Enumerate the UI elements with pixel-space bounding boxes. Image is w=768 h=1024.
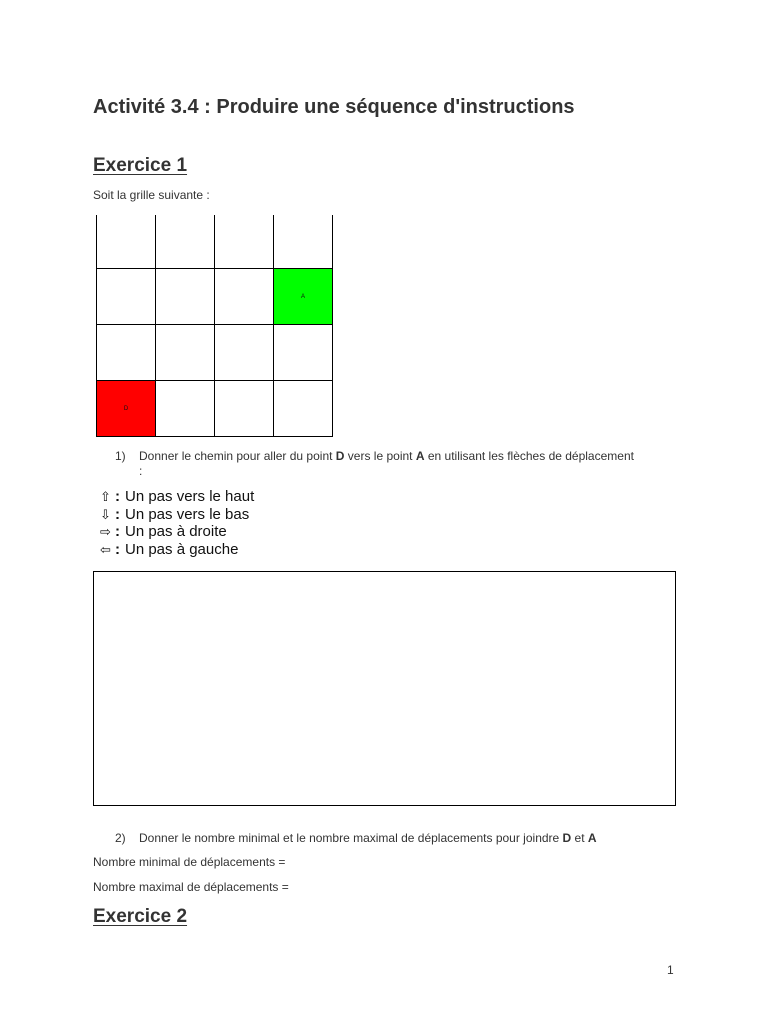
arrow-left-icon: ⇦ (100, 541, 111, 557)
page-title: Activité 3.4 : Produire une séquence d'instructions (93, 96, 575, 118)
question-1-number: 1) (115, 449, 126, 463)
question-1-text: Donner le chemin pour aller du point D vers le point A en utilisant les flèches de déplacement : (139, 449, 634, 478)
grid-cell-point-d: D (97, 380, 156, 436)
point-a-ref: A (587, 831, 597, 845)
arrow-legend (100, 488, 254, 558)
grid-cell (97, 324, 156, 380)
arrow-down-icon: ⇩ (100, 506, 111, 522)
legend-label: Un pas vers le haut (125, 488, 255, 505)
grid-cell (156, 380, 215, 436)
exercise-1-heading: Exercice 1 (93, 155, 188, 176)
page-number: 1 (667, 963, 674, 977)
legend-item (100, 488, 254, 506)
grid-cell (215, 215, 274, 268)
grid-cell (156, 268, 215, 324)
legend-label: Un pas vers le bas (125, 505, 250, 523)
grid-cell (215, 380, 274, 436)
point-a-ref: A (415, 449, 425, 463)
grid-cell (156, 324, 215, 380)
question-2-number: 2) (115, 831, 126, 845)
legend-colon: : (115, 488, 120, 505)
grid-cell (97, 215, 156, 268)
grid-cell (274, 380, 333, 436)
movement-grid (96, 215, 333, 437)
legend-item (100, 506, 254, 524)
point-d-ref: D (335, 449, 345, 463)
grid-cell (215, 268, 274, 324)
legend-colon: : (115, 540, 120, 558)
min-moves-label: Nombre minimal de déplacements = (93, 855, 286, 869)
legend-item (100, 523, 254, 541)
arrow-up-icon: ⇧ (100, 489, 111, 504)
legend-label: Un pas à droite (125, 523, 227, 540)
grid-cell (274, 215, 333, 268)
arrow-right-icon: ⇨ (100, 524, 111, 539)
legend-colon: : (115, 505, 120, 523)
grid-cell (156, 215, 215, 268)
legend-colon: : (115, 523, 120, 540)
grid-cell (215, 324, 274, 380)
max-moves-label: Nombre maximal de déplacements = (93, 880, 289, 894)
legend-label: Un pas à gauche (125, 540, 239, 558)
exercise-2-heading: Exercice 2 (93, 906, 188, 927)
point-d-ref: D (562, 831, 572, 845)
answer-box[interactable] (93, 571, 676, 806)
grid-intro: Soit la grille suivante : (93, 188, 210, 202)
legend-item (100, 541, 254, 559)
grid-cell (274, 324, 333, 380)
grid-cell (97, 268, 156, 324)
grid-cell-point-a: A (274, 268, 333, 324)
question-2-text: Donner le nombre minimal et le nombre maximal de déplacements pour joindre D et A (139, 831, 597, 845)
